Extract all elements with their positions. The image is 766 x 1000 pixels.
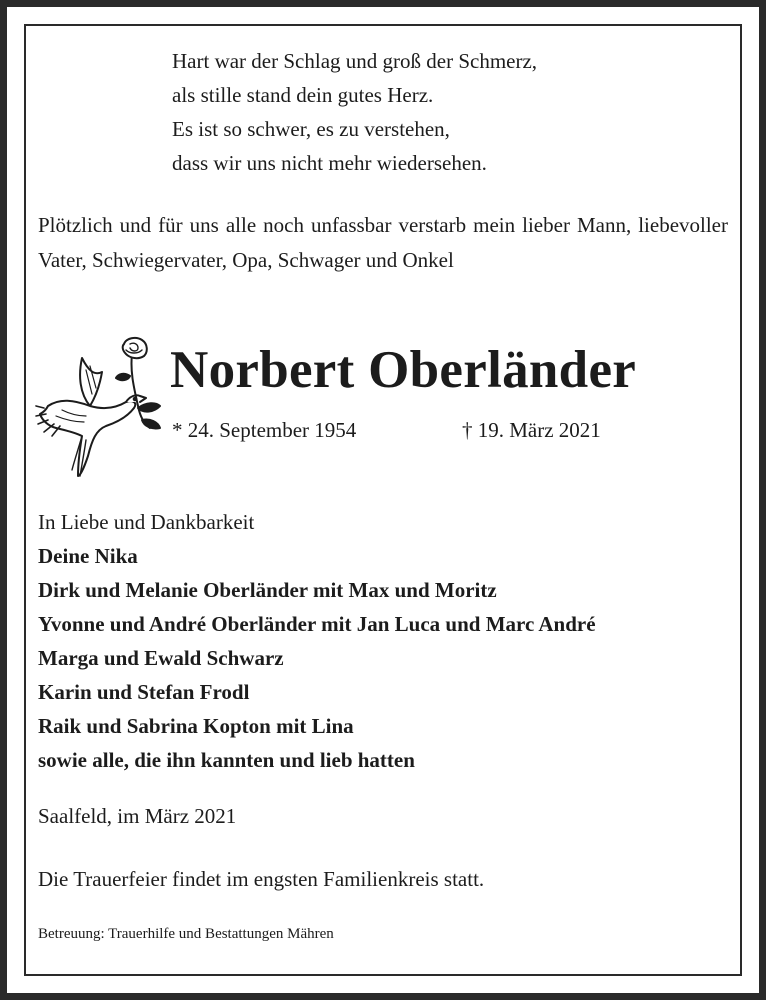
poem-line: Es ist so schwer, es zu verstehen, <box>172 117 450 141</box>
deceased-name: Norbert Oberländer <box>170 341 637 399</box>
mourners-intro: In Liebe und Dankbarkeit <box>38 510 255 534</box>
mourner: Dirk und Melanie Oberländer mit Max und Moritz <box>38 578 497 602</box>
mourners-list <box>38 505 596 777</box>
mourner: Yvonne und André Oberländer mit Jan Luca und Marc André <box>38 612 596 636</box>
mourner: Marga und Ewald Schwarz <box>38 646 284 670</box>
ceremony-note: Die Trauerfeier findet im engsten Familienkreis statt. <box>38 867 485 891</box>
mourner: Karin und Stefan Frodl <box>38 680 250 704</box>
poem <box>172 44 537 180</box>
death-announcement: Plötzlich und für uns alle noch unfassbar verstarb mein lieber Mann, liebevoller Vater, Schwiegervater, Opa, Schwager und Onkel <box>38 213 728 272</box>
funeral-service-credit: Betreuung: Trauerhilfe und Bestattungen Mähren <box>38 926 334 942</box>
poem-line: dass wir uns nicht mehr wiedersehen. <box>172 151 487 175</box>
birth-date: * 24. September 1954 <box>172 418 357 442</box>
poem-line: Hart war der Schlag und groß der Schmerz, <box>172 49 538 73</box>
mourner: Deine Nika <box>38 544 138 568</box>
dove-with-rose-icon <box>34 336 164 481</box>
mourner: sowie alle, die ihn kannten und lieb hatten <box>38 748 415 772</box>
place-date: Saalfeld, im März 2021 <box>38 804 237 828</box>
death-date: † 19. März 2021 <box>462 418 601 442</box>
mourner: Raik und Sabrina Kopton mit Lina <box>38 714 354 738</box>
poem-line: als stille stand dein gutes Herz. <box>172 83 434 107</box>
